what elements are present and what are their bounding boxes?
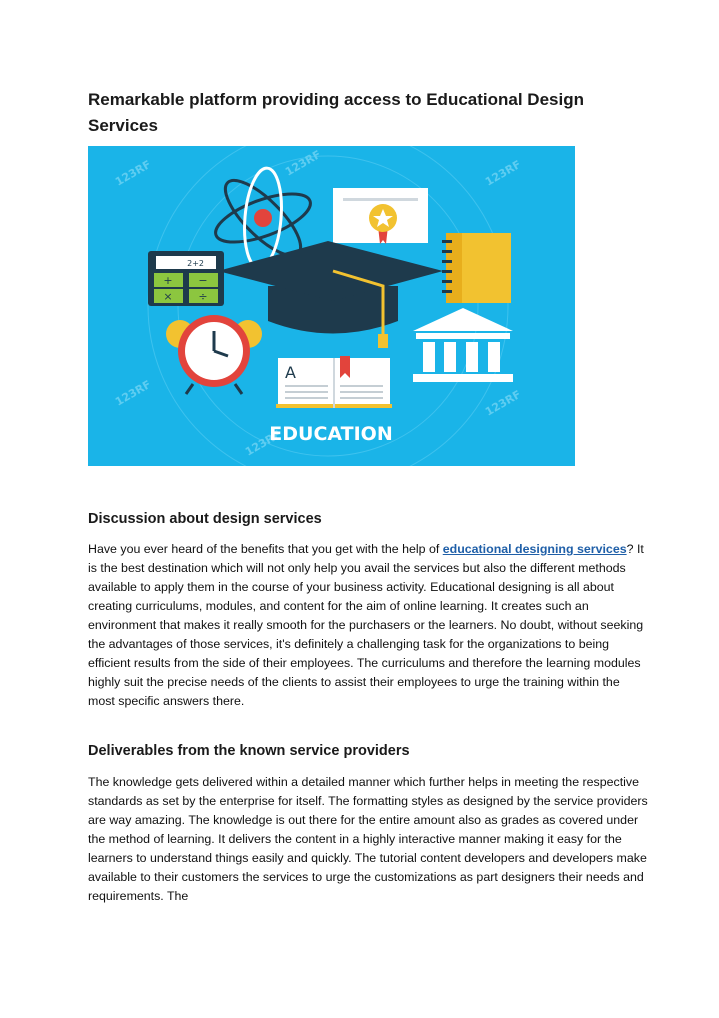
notebook-icon [442,233,511,303]
watermark: 123RF [483,387,524,419]
svg-text:2+2: 2+2 [187,259,204,268]
svg-text:×: × [163,290,173,303]
watermark: 123RF [113,157,154,189]
watermark: 123RF [483,157,524,189]
section-heading-deliverables: Deliverables from the known service providers [88,743,410,759]
open-book-icon [276,356,392,408]
watermark: 123RF [283,147,324,179]
svg-text:+: + [163,274,173,287]
watermark: 123RF [113,377,154,409]
educational-designing-services-link[interactable]: educational designing services [442,542,627,556]
section-heading-discussion: Discussion about design services [88,511,322,527]
certificate-icon [333,188,428,244]
svg-text:÷: ÷ [198,290,208,303]
svg-text:A: A [285,363,296,382]
paragraph-text: Have you ever heard of the benefits that you get with the help of [88,542,443,556]
watermark: 123RF [243,427,284,459]
section-paragraph-discussion [88,540,648,711]
calculator-icon [148,251,224,306]
svg-text:−: − [198,274,208,287]
education-illustration [88,146,575,466]
page-title: Remarkable platform providing access to Educational Design Services [88,90,584,135]
section-paragraph-deliverables: The knowledge gets delivered within a detailed manner which further helps in meeting the respective standards as set by the enterprise for itself. The formatting styles as designed by the service providers are way amazing. The knowledge is out there for the entire amount also as grades as covered under the method of learning. It delivers the content in a highly interactive manner making it easy for the learners to understand things easily and quickly. The tutorial content developers and developers make available to their customers the services to urge the customizations as part designers their needs and requirements. The [88,775,648,903]
illustration-caption: EDUCATION [269,423,393,445]
paragraph-text: ? It is the best destination which will not only help you avail the services but also the different methods available to apply them in the course of your business activity. Educational designing is all about creating curriculums, modules, and content for the aim of online learning. It creates such an environment that makes it really smooth for the purchasers or the learners. No doubt, without seeking the advantages of those services, it's definitely a challenging task for the organizations to being efficient results from the side of their employees. The curriculums and therefore the learning modules highly suit the precise needs of the clients to assist their employees to urge the training within the most specific answers there. [88,542,644,708]
